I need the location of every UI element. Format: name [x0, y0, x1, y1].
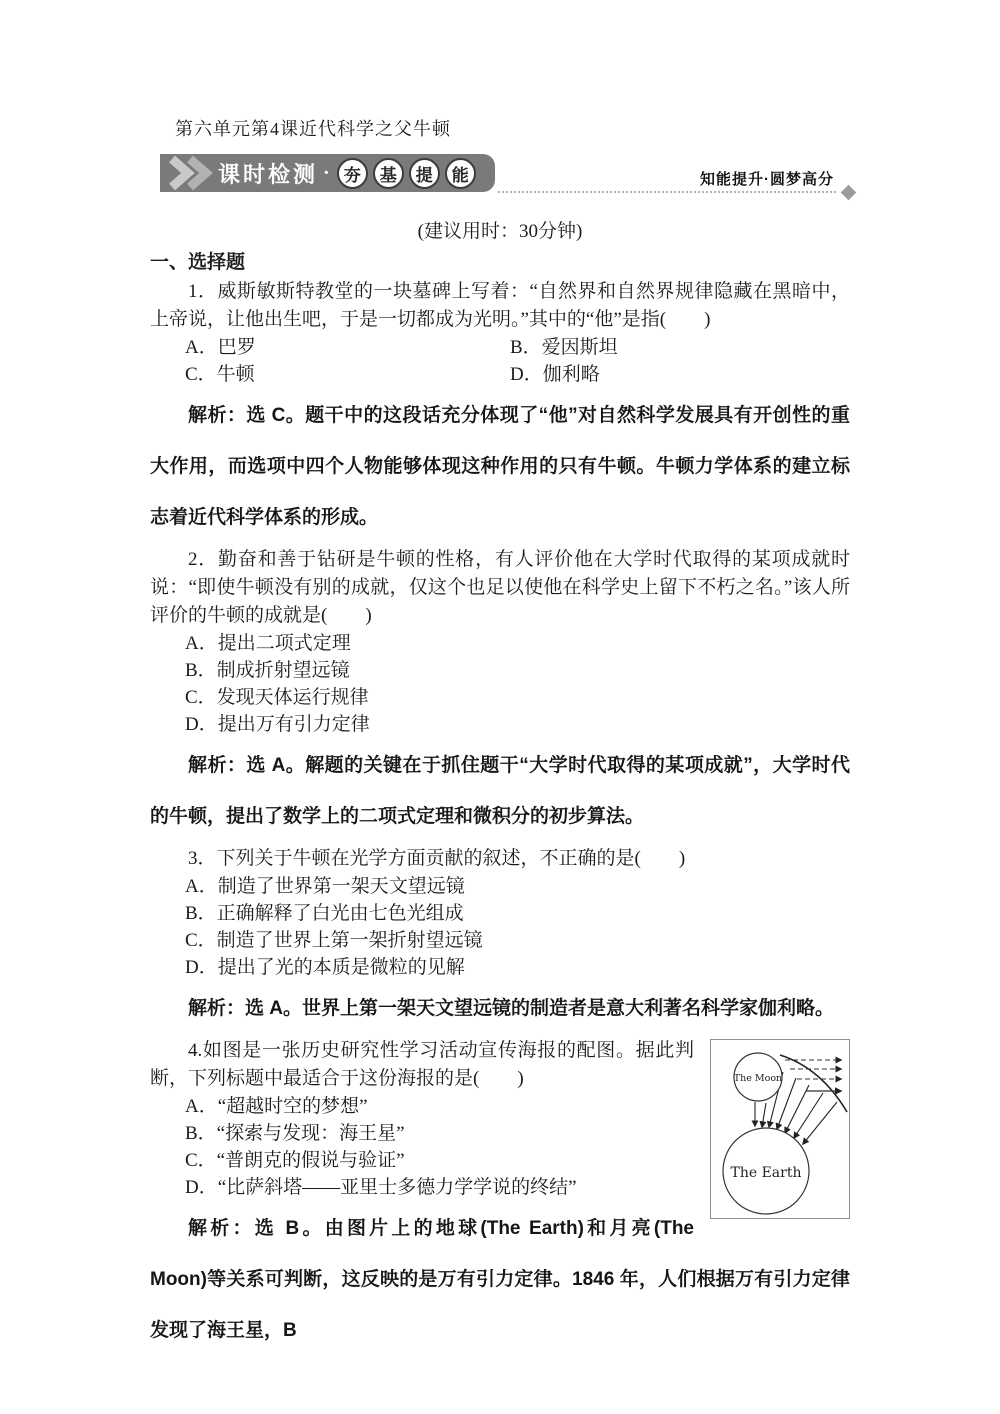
- option-d: D．伽利略: [510, 364, 600, 385]
- time-hint: (建议用时：30分钟): [417, 221, 583, 242]
- answer-analysis: 解析：选 A。世界上第一架天文望远镜的制造者是意大利著名科学家伽利略。: [188, 998, 835, 1019]
- question-stem: 3．下列关于牛顿在光学方面贡献的叙述，不正确的是( ): [188, 848, 686, 869]
- option-d: D．提出了光的本质是微粒的见解: [185, 957, 465, 978]
- option-b: B．正确解释了白光由七色光组成: [185, 903, 464, 924]
- question-stem: 4.如图是一张历史研究性学习活动宣传海报的配图。据此判断，下列标题中最适合于这份海报的是( ): [150, 1040, 694, 1089]
- option-d: D．“比萨斜塔——亚里士多德力学学说的终结”: [185, 1177, 577, 1198]
- option-c: C．制造了世界上第一架折射望远镜: [185, 930, 483, 951]
- option-d: D．提出万有引力定律: [185, 714, 370, 735]
- banner-slogan: 知能提升·圆梦高分: [700, 171, 834, 188]
- option-b: B．“探索与发现：海王星”: [185, 1123, 405, 1144]
- moon-earth-figure: [711, 1040, 849, 1218]
- section-title: 一、选择题: [150, 252, 246, 273]
- gravity-diagram: [710, 1039, 850, 1219]
- question-options: [150, 334, 850, 388]
- answer-analysis: 解析：选 B。由图片上的地球(The Earth)和月亮(The Moon)等关系可判断，这反映的是万有引力定律。1846 年，人们根据万有引力定律发现了海王星，B: [150, 1218, 850, 1341]
- diamond-icon: [841, 185, 857, 201]
- page-title: 第六单元第4课近代科学之父牛顿: [175, 119, 451, 139]
- question-options: [150, 630, 850, 738]
- option-a: A．巴罗: [185, 337, 256, 358]
- question-stem: 2．勤奋和善于钻研是牛顿的性格，有人评价他在大学时代取得的某项成就时说：“即使牛顿没有别的成就，仅这个也足以使他在科学史上留下不朽之名。”该人所评价的牛顿的成就是( ): [150, 549, 850, 626]
- option-a: A．“超越时空的梦想”: [185, 1096, 368, 1117]
- banner-bar: [160, 154, 495, 192]
- earth-label: The Earth: [730, 1165, 802, 1181]
- question-stem: 1．威斯敏斯特教堂的一块墓碑上写着：“自然界和自然界规律隐藏在黑暗中，上帝说，让他出生吧，于是一切都成为光明。”其中的“他”是指( ): [150, 281, 850, 330]
- option-b: B．制成折射望远镜: [185, 660, 350, 681]
- option-c: C．发现天体运行规律: [185, 687, 369, 708]
- answer-analysis: 解析：选 A。解题的关键在于抓住题干“大学时代取得的某项成就”，大学时代的牛顿，提出了数学上的二项式定理和微积分的初步算法。: [150, 755, 850, 827]
- question-options: [150, 873, 850, 981]
- question-2: [150, 546, 850, 842]
- banner-dot: ·: [323, 161, 330, 184]
- question-4: [150, 1037, 850, 1356]
- double-chevron-icon: [164, 154, 216, 192]
- answer-analysis: 解析：选 C。题干中的这段话充分体现了“他”对自然科学发展具有开创性的重大作用，而选项中四个人物能够体现这种作用的只有牛顿。牛顿力学体系的建立标志着近代科学体系的形成。: [150, 405, 850, 528]
- question-1: [150, 278, 850, 543]
- dotted-divider: [498, 191, 836, 193]
- option-c: C．牛顿: [185, 364, 255, 385]
- circled-char: 提: [409, 158, 440, 189]
- option-a: A．提出二项式定理: [185, 633, 351, 654]
- circled-char: 基: [373, 158, 404, 189]
- circled-char: 能: [445, 158, 476, 189]
- moon-label: The Moon: [733, 1073, 783, 1084]
- option-c: C．“普朗克的假说与验证”: [185, 1150, 405, 1171]
- circled-char: 夯: [337, 158, 368, 189]
- option-a: A．制造了世界第一架天文望远镜: [185, 876, 465, 897]
- option-b: B．爱因斯坦: [510, 337, 618, 358]
- section-banner: [150, 154, 850, 196]
- question-3: [150, 845, 850, 1034]
- banner-title: 课时检测: [218, 161, 319, 187]
- trajectory-arc: [780, 1055, 847, 1112]
